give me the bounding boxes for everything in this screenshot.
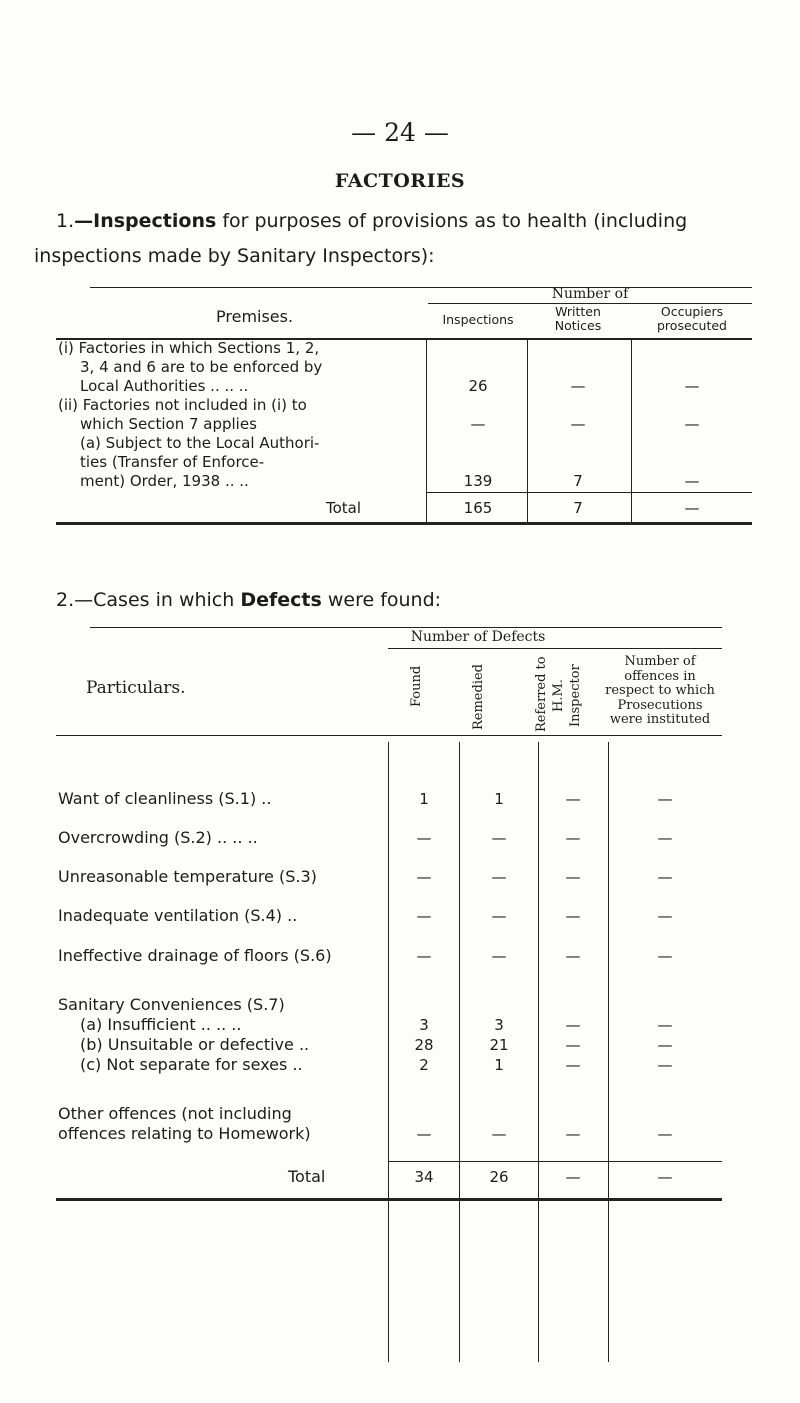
table1-col-prosecuted-2: prosecuted xyxy=(657,318,727,333)
table2-col-remedied: Remedied xyxy=(471,664,486,730)
table1-bottom-rule xyxy=(56,522,752,525)
table2-total-remedied: 26 xyxy=(489,1168,509,1186)
table1-row1-line1: (i) Factories in which Sections 1, 2, xyxy=(58,339,320,357)
table2-row3-referred: — xyxy=(565,868,581,886)
table2-row4-referred: — xyxy=(565,907,581,925)
table2-row1-remedied: 1 xyxy=(494,790,504,808)
table2-row4-found: — xyxy=(416,907,432,925)
section1-lead: —Inspections xyxy=(74,210,217,232)
table2-row7-remedied: 3 xyxy=(494,1016,504,1034)
table1-total-inspections: 165 xyxy=(463,499,493,517)
table2-row11-remedied: — xyxy=(491,1125,507,1143)
table2-row7-prosecutions: — xyxy=(657,1016,673,1034)
table2-col-prosecutions-2: offences in xyxy=(624,668,696,684)
table1-row2-line2: which Section 7 applies xyxy=(80,415,257,433)
table2-row3-label: Unreasonable temperature (S.3) xyxy=(58,867,317,886)
table1-row1-prosecuted: — xyxy=(684,377,700,395)
table1-row1-line3: Local Authorities .. .. .. xyxy=(80,377,249,395)
table2-row2-remedied: — xyxy=(491,829,507,847)
table2-row9-label: (c) Not separate for sexes .. xyxy=(80,1055,303,1074)
table2-row5-referred: — xyxy=(565,947,581,965)
table1-row2-prosecuted: — xyxy=(684,415,700,433)
table1-total-rule xyxy=(426,492,752,493)
table1-total-notices: 7 xyxy=(573,499,583,517)
table1-row1-inspections: 26 xyxy=(468,377,488,395)
table1-row1-notices: — xyxy=(570,377,586,395)
section2-heading xyxy=(56,583,796,618)
table2-row4-prosecutions: — xyxy=(657,907,673,925)
table1-row2-inspections: — xyxy=(470,415,486,433)
table2-col-prosecutions-5: were instituted xyxy=(609,712,711,727)
table2-row9-remedied: 1 xyxy=(494,1056,504,1074)
table2-bottom-rule xyxy=(56,1198,722,1201)
table1-total-prosecuted: — xyxy=(684,499,700,517)
table2-row2-label: Overcrowding (S.2) .. .. .. xyxy=(58,828,258,847)
table1-row3-inspections: 139 xyxy=(463,472,493,490)
table2-col-referred-3: Inspector xyxy=(568,664,583,727)
table2-row10-label: Other offences (not including xyxy=(58,1104,292,1123)
table2-row3-found: — xyxy=(416,868,432,886)
table2-total-label: Total xyxy=(288,1167,326,1186)
table2-col-prosecutions-3: respect to which xyxy=(605,683,715,698)
table2-row11-label: offences relating to Homework) xyxy=(58,1124,311,1143)
table2-row1-referred: — xyxy=(565,790,581,808)
table2-col-particulars: Particulars. xyxy=(86,678,186,698)
table2-header-rule xyxy=(56,735,722,736)
table2-row8-prosecutions: — xyxy=(657,1036,673,1054)
table2-total-prosecutions: — xyxy=(657,1168,673,1186)
section1-heading xyxy=(34,204,774,274)
section2-lead-bold: Defects xyxy=(240,589,322,611)
table2-row9-referred: — xyxy=(565,1056,581,1074)
section2-lead: —Cases in which xyxy=(74,589,241,611)
table2-row6-label: Sanitary Conveniences (S.7) xyxy=(58,995,285,1014)
table2-row11-referred: — xyxy=(565,1125,581,1143)
table2-row5-found: — xyxy=(416,947,432,965)
table1-group-header: Number of xyxy=(551,286,629,302)
table2-row8-label: (b) Unsuitable or defective .. xyxy=(80,1035,310,1054)
table1-col-notices-1: Written xyxy=(555,304,601,319)
page-title: FACTORIES xyxy=(334,170,466,192)
table2-row7-found: 3 xyxy=(419,1016,429,1034)
table2-row8-remedied: 21 xyxy=(489,1036,509,1054)
table2-row11-prosecutions: — xyxy=(657,1125,673,1143)
table1-col-inspections: Inspections xyxy=(442,312,514,327)
section2-number: 2. xyxy=(56,589,75,611)
table2-total-rule xyxy=(388,1161,722,1162)
table2-row8-referred: — xyxy=(565,1036,581,1054)
table1-total-label: Total xyxy=(326,499,362,517)
table2-row2-prosecutions: — xyxy=(657,829,673,847)
table2-row5-prosecutions: — xyxy=(657,947,673,965)
table2-group-header: Number of Defects xyxy=(410,629,546,645)
table2-total-referred: — xyxy=(565,1168,581,1186)
table1-vline-1 xyxy=(426,338,427,522)
table2-row7-referred: — xyxy=(565,1016,581,1034)
section1-rest: for purposes of provisions as to health (including inspections made by Sanitary Inspectors): xyxy=(34,210,688,267)
table2-col-prosecutions-4: Prosecutions xyxy=(617,697,703,713)
table2-group-rule xyxy=(388,648,722,649)
table1-col-premises: Premises. xyxy=(216,307,294,326)
table1-col-notices-2: Notices xyxy=(554,318,602,333)
table2-col-prosecutions xyxy=(590,655,730,728)
table1-row3-prosecuted: — xyxy=(684,472,700,490)
table2-row2-referred: — xyxy=(565,829,581,847)
section2-rest: were found: xyxy=(321,589,442,611)
table2-col-referred-1: Referred to xyxy=(534,656,549,732)
table2-row5-remedied: — xyxy=(491,947,507,965)
table2-row11-found: — xyxy=(416,1125,432,1143)
table2-row7-label: (a) Insufficient .. .. .. xyxy=(80,1015,242,1034)
table2-row8-found: 28 xyxy=(414,1036,434,1054)
table2-row4-remedied: — xyxy=(491,907,507,925)
table2-row3-prosecutions: — xyxy=(657,868,673,886)
table2-col-prosecutions-1: Number of xyxy=(624,654,696,669)
table1-col-prosecuted-1: Occupiers xyxy=(660,304,724,319)
section1-number: 1. xyxy=(56,210,75,232)
table2-col-found: Found xyxy=(409,665,424,707)
table2-row2-found: — xyxy=(416,829,432,847)
table2-col-referred-2: H.M. xyxy=(551,679,566,712)
table2-row5-label: Ineffective drainage of floors (S.6) xyxy=(58,946,332,965)
table1-row1-line2: 3, 4 and 6 are to be enforced by xyxy=(80,358,323,376)
table2-row3-remedied: — xyxy=(491,868,507,886)
table1-row3-notices: 7 xyxy=(573,472,583,490)
table2-row1-prosecutions: — xyxy=(657,790,673,808)
table2-row4-label: Inadequate ventilation (S.4) .. xyxy=(58,906,298,925)
table2-total-found: 34 xyxy=(414,1168,434,1186)
table2-row9-found: 2 xyxy=(419,1056,429,1074)
table1-row3-line1: (a) Subject to the Local Authori- xyxy=(80,434,320,452)
table1-row2-line1: (ii) Factories not included in (i) to xyxy=(58,396,307,414)
table1-row3-line3: ment) Order, 1938 .. .. xyxy=(80,472,249,490)
table1-row2-notices: — xyxy=(570,415,586,433)
page-number: — 24 — xyxy=(351,118,449,147)
table2-row9-prosecutions: — xyxy=(657,1056,673,1074)
table2-row1-label: Want of cleanliness (S.1) .. xyxy=(58,789,272,808)
table1-row3-line2: ties (Transfer of Enforce- xyxy=(80,453,265,471)
table2-row1-found: 1 xyxy=(419,790,429,808)
